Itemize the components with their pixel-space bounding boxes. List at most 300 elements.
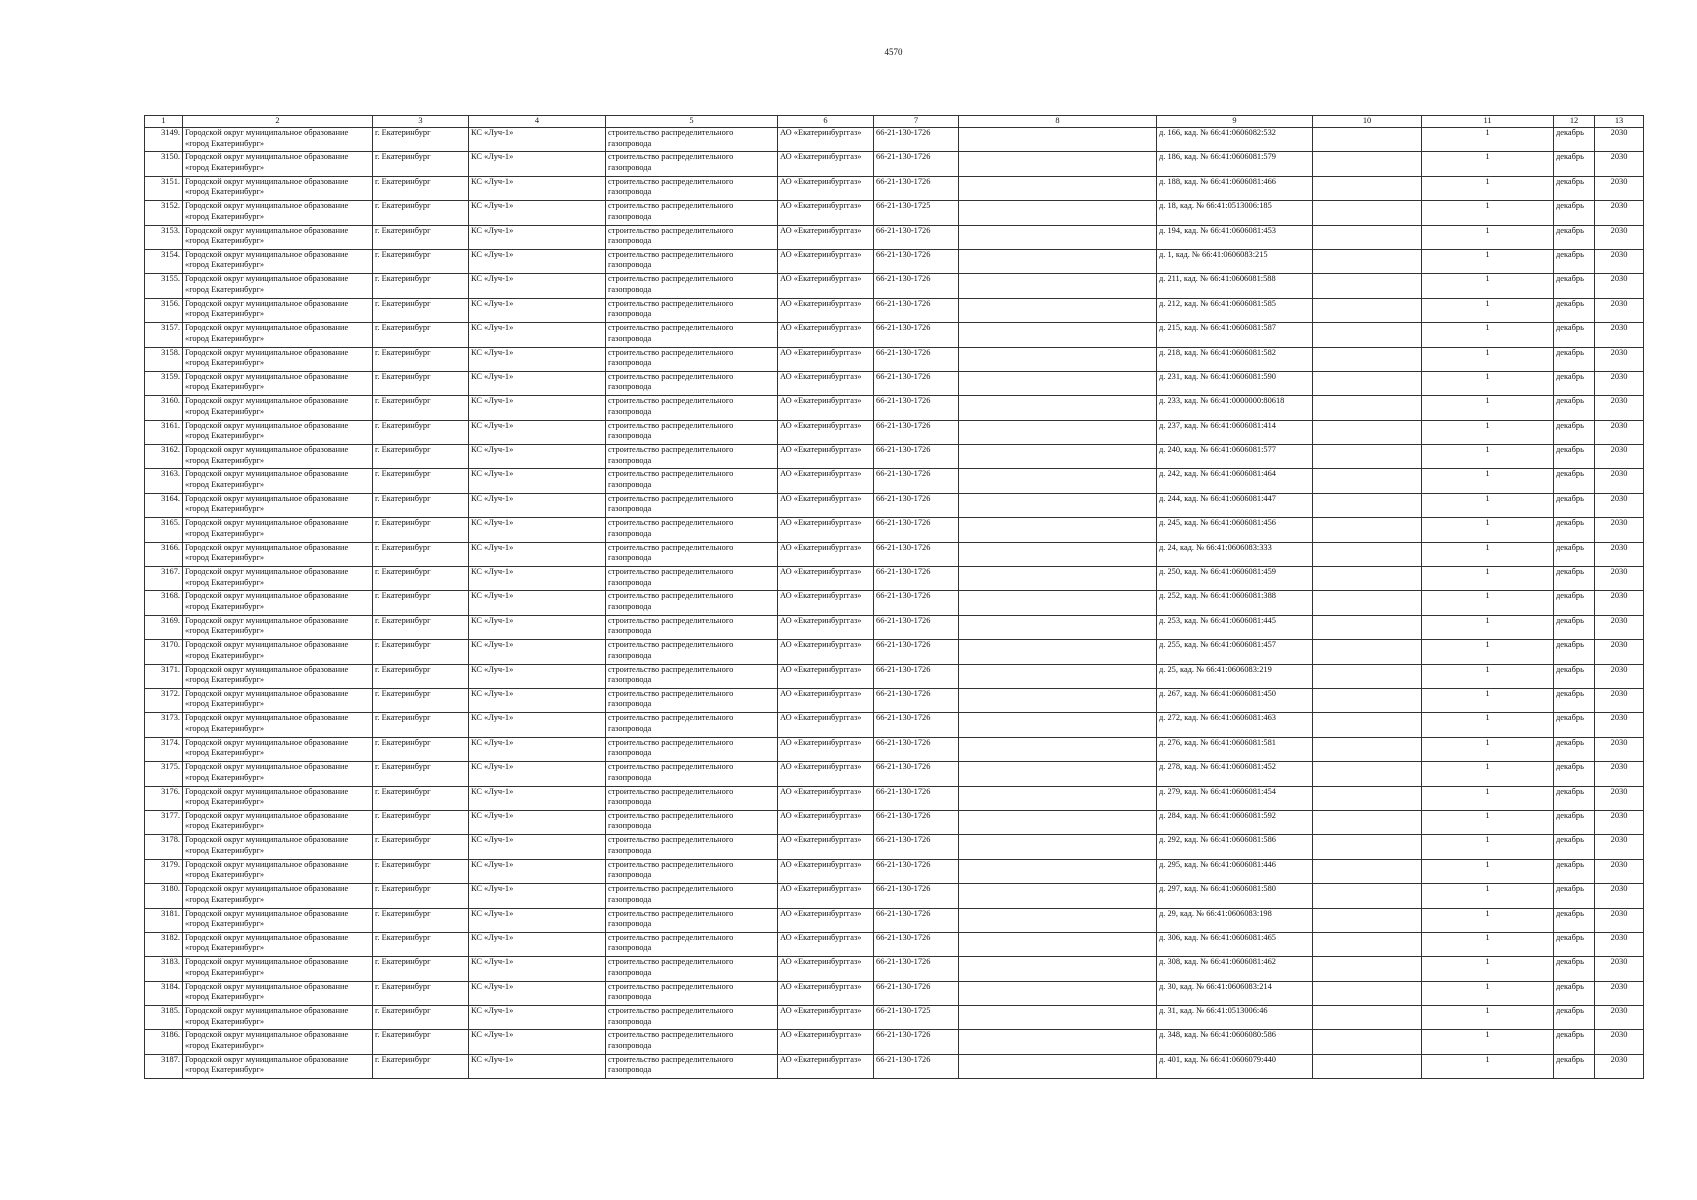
year-cell: 2030 [1595,737,1644,761]
address-cell: д. 245, кад. № 66:41:0606081:456 [1157,518,1313,542]
table-row [145,762,1644,786]
month-cell: декабрь [1554,1030,1595,1054]
table-row [145,128,1644,152]
station-cell: КС «Луч-1» [469,640,606,664]
operator-cell: АО «Екатеринбурггаз» [778,713,874,737]
empty-cell [959,249,1157,273]
table-row [145,371,1644,395]
empty-cell [959,932,1157,956]
city-cell: г. Екатеринбург [373,567,469,591]
empty-cell [959,640,1157,664]
code-cell: 66-21-130-1725 [874,201,959,225]
empty-cell [1313,786,1422,810]
year-cell: 2030 [1595,249,1644,273]
count-cell: 1 [1422,981,1554,1005]
station-cell: КС «Луч-1» [469,835,606,859]
work-type-cell: строительство распределительного газопровода [606,298,778,322]
table-row [145,640,1644,664]
empty-cell [959,908,1157,932]
empty-cell [1313,810,1422,834]
code-cell: 66-21-130-1726 [874,981,959,1005]
empty-cell [1313,664,1422,688]
operator-cell: АО «Екатеринбурггаз» [778,615,874,639]
address-cell: д. 308, кад. № 66:41:0606081:462 [1157,957,1313,981]
row-number-cell: 3158. [145,347,183,371]
city-cell: г. Екатеринбург [373,664,469,688]
address-cell: д. 242, кад. № 66:41:0606081:464 [1157,469,1313,493]
empty-cell [959,542,1157,566]
year-cell: 2030 [1595,1054,1644,1078]
empty-cell [1313,932,1422,956]
table-row [145,445,1644,469]
row-number-cell: 3181. [145,908,183,932]
column-header: 8 [959,116,1157,128]
empty-cell [1313,688,1422,712]
row-number-cell: 3161. [145,420,183,444]
empty-cell [959,1030,1157,1054]
table-row [145,347,1644,371]
month-cell: декабрь [1554,1054,1595,1078]
owner-cell: Городской округ муниципальное образование «город Екатеринбург» [183,396,373,420]
operator-cell: АО «Екатеринбурггаз» [778,298,874,322]
month-cell: декабрь [1554,128,1595,152]
year-cell: 2030 [1595,810,1644,834]
table-body [145,128,1644,1079]
count-cell: 1 [1422,1054,1554,1078]
operator-cell: АО «Екатеринбурггаз» [778,786,874,810]
year-cell: 2030 [1595,176,1644,200]
owner-cell: Городской округ муниципальное образование «город Екатеринбург» [183,152,373,176]
month-cell: декабрь [1554,762,1595,786]
empty-cell [1313,518,1422,542]
city-cell: г. Екатеринбург [373,469,469,493]
city-cell: г. Екатеринбург [373,347,469,371]
month-cell: декабрь [1554,249,1595,273]
column-header: 12 [1554,116,1595,128]
operator-cell: АО «Екатеринбурггаз» [778,664,874,688]
empty-cell [1313,542,1422,566]
month-cell: декабрь [1554,176,1595,200]
table-row [145,591,1644,615]
column-header: 4 [469,116,606,128]
address-cell: д. 24, кад. № 66:41:0606083:333 [1157,542,1313,566]
year-cell: 2030 [1595,835,1644,859]
address-cell: д. 186, кад. № 66:41:0606081:579 [1157,152,1313,176]
work-type-cell: строительство распределительного газопровода [606,469,778,493]
work-type-cell: строительство распределительного газопровода [606,762,778,786]
row-number-cell: 3159. [145,371,183,395]
address-cell: д. 231, кад. № 66:41:0606081:590 [1157,371,1313,395]
address-cell: д. 250, кад. № 66:41:0606081:459 [1157,567,1313,591]
column-header: 7 [874,116,959,128]
station-cell: КС «Луч-1» [469,469,606,493]
table-row [145,835,1644,859]
table-row [145,908,1644,932]
year-cell: 2030 [1595,908,1644,932]
row-number-cell: 3186. [145,1030,183,1054]
row-number-cell: 3177. [145,810,183,834]
table-row [145,274,1644,298]
empty-cell [959,957,1157,981]
work-type-cell: строительство распределительного газопровода [606,615,778,639]
station-cell: КС «Луч-1» [469,445,606,469]
operator-cell: АО «Екатеринбурггаз» [778,493,874,517]
year-cell: 2030 [1595,567,1644,591]
empty-cell [959,786,1157,810]
empty-cell [959,1006,1157,1030]
address-cell: д. 240, кад. № 66:41:0606081:577 [1157,445,1313,469]
code-cell: 66-21-130-1726 [874,688,959,712]
count-cell: 1 [1422,884,1554,908]
row-number-cell: 3151. [145,176,183,200]
owner-cell: Городской округ муниципальное образование «город Екатеринбург» [183,201,373,225]
table-row [145,396,1644,420]
empty-cell [959,128,1157,152]
row-number-cell: 3168. [145,591,183,615]
owner-cell: Городской округ муниципальное образование «город Екатеринбург» [183,884,373,908]
operator-cell: АО «Екатеринбурггаз» [778,810,874,834]
station-cell: КС «Луч-1» [469,1030,606,1054]
count-cell: 1 [1422,737,1554,761]
count-cell: 1 [1422,323,1554,347]
owner-cell: Городской округ муниципальное образование «город Екатеринбург» [183,493,373,517]
empty-cell [959,810,1157,834]
operator-cell: АО «Екатеринбурггаз» [778,1030,874,1054]
registry-table [144,115,1644,1079]
year-cell: 2030 [1595,274,1644,298]
column-header: 11 [1422,116,1554,128]
year-cell: 2030 [1595,884,1644,908]
count-cell: 1 [1422,957,1554,981]
code-cell: 66-21-130-1726 [874,713,959,737]
station-cell: КС «Луч-1» [469,981,606,1005]
empty-cell [1313,859,1422,883]
city-cell: г. Екатеринбург [373,981,469,1005]
empty-cell [959,737,1157,761]
row-number-cell: 3165. [145,518,183,542]
count-cell: 1 [1422,640,1554,664]
code-cell: 66-21-130-1726 [874,957,959,981]
column-header: 10 [1313,116,1422,128]
operator-cell: АО «Екатеринбурггаз» [778,908,874,932]
owner-cell: Городской округ муниципальное образование «город Екатеринбург» [183,1030,373,1054]
code-cell: 66-21-130-1726 [874,274,959,298]
city-cell: г. Екатеринбург [373,274,469,298]
city-cell: г. Екатеринбург [373,762,469,786]
code-cell: 66-21-130-1726 [874,176,959,200]
count-cell: 1 [1422,518,1554,542]
empty-cell [959,688,1157,712]
owner-cell: Городской округ муниципальное образование «город Екатеринбург» [183,347,373,371]
empty-cell [959,225,1157,249]
year-cell: 2030 [1595,347,1644,371]
count-cell: 1 [1422,420,1554,444]
owner-cell: Городской округ муниципальное образование «город Екатеринбург» [183,298,373,322]
table-row [145,810,1644,834]
row-number-cell: 3173. [145,713,183,737]
row-number-cell: 3175. [145,762,183,786]
station-cell: КС «Луч-1» [469,420,606,444]
city-cell: г. Екатеринбург [373,615,469,639]
code-cell: 66-21-130-1726 [874,859,959,883]
count-cell: 1 [1422,176,1554,200]
station-cell: КС «Луч-1» [469,152,606,176]
city-cell: г. Екатеринбург [373,225,469,249]
address-cell: д. 278, кад. № 66:41:0606081:452 [1157,762,1313,786]
row-number-cell: 3157. [145,323,183,347]
owner-cell: Городской округ муниципальное образование «город Екатеринбург» [183,713,373,737]
table-row [145,737,1644,761]
row-number-cell: 3149. [145,128,183,152]
empty-cell [959,859,1157,883]
operator-cell: АО «Екатеринбурггаз» [778,128,874,152]
station-cell: КС «Луч-1» [469,664,606,688]
work-type-cell: строительство распределительного газопровода [606,420,778,444]
year-cell: 2030 [1595,957,1644,981]
city-cell: г. Екатеринбург [373,298,469,322]
year-cell: 2030 [1595,640,1644,664]
city-cell: г. Екатеринбург [373,713,469,737]
owner-cell: Городской округ муниципальное образование «город Екатеринбург» [183,762,373,786]
row-number-cell: 3182. [145,932,183,956]
address-cell: д. 1, кад. № 66:41:0606083:215 [1157,249,1313,273]
operator-cell: АО «Екатеринбурггаз» [778,152,874,176]
year-cell: 2030 [1595,591,1644,615]
month-cell: декабрь [1554,981,1595,1005]
empty-cell [1313,469,1422,493]
address-cell: д. 31, кад. № 66:41:0513006:46 [1157,1006,1313,1030]
work-type-cell: строительство распределительного газопровода [606,493,778,517]
empty-cell [1313,274,1422,298]
address-cell: д. 18, кад. № 66:41:0513006:185 [1157,201,1313,225]
owner-cell: Городской округ муниципальное образование «город Екатеринбург» [183,371,373,395]
row-number-cell: 3184. [145,981,183,1005]
code-cell: 66-21-130-1726 [874,664,959,688]
operator-cell: АО «Екатеринбурггаз» [778,445,874,469]
month-cell: декабрь [1554,810,1595,834]
station-cell: КС «Луч-1» [469,371,606,395]
table-row [145,957,1644,981]
count-cell: 1 [1422,371,1554,395]
month-cell: декабрь [1554,396,1595,420]
code-cell: 66-21-130-1726 [874,493,959,517]
empty-cell [1313,567,1422,591]
column-header: 2 [183,116,373,128]
count-cell: 1 [1422,762,1554,786]
address-cell: д. 244, кад. № 66:41:0606081:447 [1157,493,1313,517]
year-cell: 2030 [1595,762,1644,786]
row-number-cell: 3162. [145,445,183,469]
empty-cell [1313,1006,1422,1030]
address-cell: д. 295, кад. № 66:41:0606081:446 [1157,859,1313,883]
owner-cell: Городской округ муниципальное образование «город Екатеринбург» [183,908,373,932]
row-number-cell: 3170. [145,640,183,664]
empty-cell [1313,762,1422,786]
work-type-cell: строительство распределительного газопровода [606,713,778,737]
year-cell: 2030 [1595,932,1644,956]
empty-cell [1313,323,1422,347]
month-cell: декабрь [1554,298,1595,322]
work-type-cell: строительство распределительного газопровода [606,1006,778,1030]
year-cell: 2030 [1595,664,1644,688]
owner-cell: Городской округ муниципальное образование «город Екатеринбург» [183,810,373,834]
empty-cell [1313,981,1422,1005]
address-cell: д. 292, кад. № 66:41:0606081:586 [1157,835,1313,859]
empty-cell [959,420,1157,444]
owner-cell: Городской округ муниципальное образование «город Екатеринбург» [183,1006,373,1030]
month-cell: декабрь [1554,493,1595,517]
count-cell: 1 [1422,347,1554,371]
owner-cell: Городской округ муниципальное образование «город Екатеринбург» [183,128,373,152]
operator-cell: АО «Екатеринбурггаз» [778,518,874,542]
city-cell: г. Екатеринбург [373,835,469,859]
owner-cell: Городской округ муниципальное образование «город Екатеринбург» [183,640,373,664]
year-cell: 2030 [1595,371,1644,395]
operator-cell: АО «Екатеринбурггаз» [778,420,874,444]
city-cell: г. Екатеринбург [373,1030,469,1054]
owner-cell: Городской округ муниципальное образование «город Екатеринбург» [183,469,373,493]
station-cell: КС «Луч-1» [469,201,606,225]
month-cell: декабрь [1554,640,1595,664]
year-cell: 2030 [1595,713,1644,737]
month-cell: декабрь [1554,323,1595,347]
empty-cell [1313,298,1422,322]
operator-cell: АО «Екатеринбурггаз» [778,396,874,420]
empty-cell [959,615,1157,639]
code-cell: 66-21-130-1726 [874,298,959,322]
count-cell: 1 [1422,810,1554,834]
empty-cell [1313,445,1422,469]
column-header: 6 [778,116,874,128]
table-row [145,1030,1644,1054]
month-cell: декабрь [1554,201,1595,225]
work-type-cell: строительство распределительного газопровода [606,249,778,273]
owner-cell: Городской округ муниципальное образование «город Екатеринбург» [183,274,373,298]
code-cell: 66-21-130-1726 [874,786,959,810]
station-cell: КС «Луч-1» [469,908,606,932]
row-number-cell: 3167. [145,567,183,591]
address-cell: д. 30, кад. № 66:41:0606083:214 [1157,981,1313,1005]
work-type-cell: строительство распределительного газопровода [606,664,778,688]
operator-cell: АО «Екатеринбурггаз» [778,347,874,371]
month-cell: декабрь [1554,1006,1595,1030]
empty-cell [959,323,1157,347]
year-cell: 2030 [1595,615,1644,639]
address-cell: д. 252, кад. № 66:41:0606081:388 [1157,591,1313,615]
empty-cell [1313,1054,1422,1078]
city-cell: г. Екатеринбург [373,1054,469,1078]
empty-cell [959,274,1157,298]
city-cell: г. Екатеринбург [373,493,469,517]
station-cell: КС «Луч-1» [469,591,606,615]
month-cell: декабрь [1554,957,1595,981]
empty-cell [959,493,1157,517]
code-cell: 66-21-130-1726 [874,567,959,591]
address-cell: д. 255, кад. № 66:41:0606081:457 [1157,640,1313,664]
owner-cell: Городской округ муниципальное образование «город Екатеринбург» [183,420,373,444]
work-type-cell: строительство распределительного газопровода [606,1030,778,1054]
station-cell: КС «Луч-1» [469,176,606,200]
city-cell: г. Екатеринбург [373,542,469,566]
owner-cell: Городской округ муниципальное образование «город Екатеринбург» [183,957,373,981]
work-type-cell: строительство распределительного газопровода [606,323,778,347]
code-cell: 66-21-130-1726 [874,469,959,493]
month-cell: декабрь [1554,152,1595,176]
city-cell: г. Екатеринбург [373,859,469,883]
owner-cell: Городской округ муниципальное образование «город Екатеринбург» [183,737,373,761]
owner-cell: Городской округ муниципальное образование «город Екатеринбург» [183,249,373,273]
table-row [145,323,1644,347]
operator-cell: АО «Екатеринбурггаз» [778,225,874,249]
count-cell: 1 [1422,1006,1554,1030]
city-cell: г. Екатеринбург [373,591,469,615]
row-number-cell: 3169. [145,615,183,639]
empty-cell [1313,835,1422,859]
address-cell: д. 218, кад. № 66:41:0606081:582 [1157,347,1313,371]
table-row [145,932,1644,956]
code-cell: 66-21-130-1726 [874,445,959,469]
empty-cell [959,445,1157,469]
operator-cell: АО «Екатеринбурггаз» [778,640,874,664]
row-number-cell: 3154. [145,249,183,273]
empty-cell [959,396,1157,420]
owner-cell: Городской округ муниципальное образование «город Екатеринбург» [183,323,373,347]
code-cell: 66-21-130-1726 [874,128,959,152]
address-cell: д. 401, кад. № 66:41:0606079:440 [1157,1054,1313,1078]
month-cell: декабрь [1554,884,1595,908]
work-type-cell: строительство распределительного газопровода [606,274,778,298]
month-cell: декабрь [1554,835,1595,859]
owner-cell: Городской округ муниципальное образование «город Екатеринбург» [183,786,373,810]
column-header: 13 [1595,116,1644,128]
station-cell: КС «Луч-1» [469,298,606,322]
count-cell: 1 [1422,469,1554,493]
table-row [145,249,1644,273]
table-row [145,518,1644,542]
empty-cell [1313,591,1422,615]
year-cell: 2030 [1595,859,1644,883]
station-cell: КС «Луч-1» [469,249,606,273]
city-cell: г. Екатеринбург [373,128,469,152]
empty-cell [959,347,1157,371]
code-cell: 66-21-130-1726 [874,737,959,761]
station-cell: КС «Луч-1» [469,932,606,956]
city-cell: г. Екатеринбург [373,908,469,932]
empty-cell [1313,493,1422,517]
table-row [145,493,1644,517]
count-cell: 1 [1422,274,1554,298]
table-row [145,542,1644,566]
owner-cell: Городской округ муниципальное образование «город Екатеринбург» [183,859,373,883]
month-cell: декабрь [1554,420,1595,444]
station-cell: КС «Луч-1» [469,810,606,834]
month-cell: декабрь [1554,786,1595,810]
owner-cell: Городской округ муниципальное образование «город Екатеринбург» [183,664,373,688]
row-number-cell: 3174. [145,737,183,761]
count-cell: 1 [1422,591,1554,615]
year-cell: 2030 [1595,786,1644,810]
table-row [145,420,1644,444]
code-cell: 66-21-130-1726 [874,591,959,615]
code-cell: 66-21-130-1726 [874,932,959,956]
operator-cell: АО «Екатеринбурггаз» [778,567,874,591]
station-cell: КС «Луч-1» [469,567,606,591]
code-cell: 66-21-130-1726 [874,810,959,834]
address-cell: д. 188, кад. № 66:41:0606081:466 [1157,176,1313,200]
owner-cell: Городской округ муниципальное образование «город Екатеринбург» [183,591,373,615]
operator-cell: АО «Екатеринбурггаз» [778,591,874,615]
year-cell: 2030 [1595,396,1644,420]
